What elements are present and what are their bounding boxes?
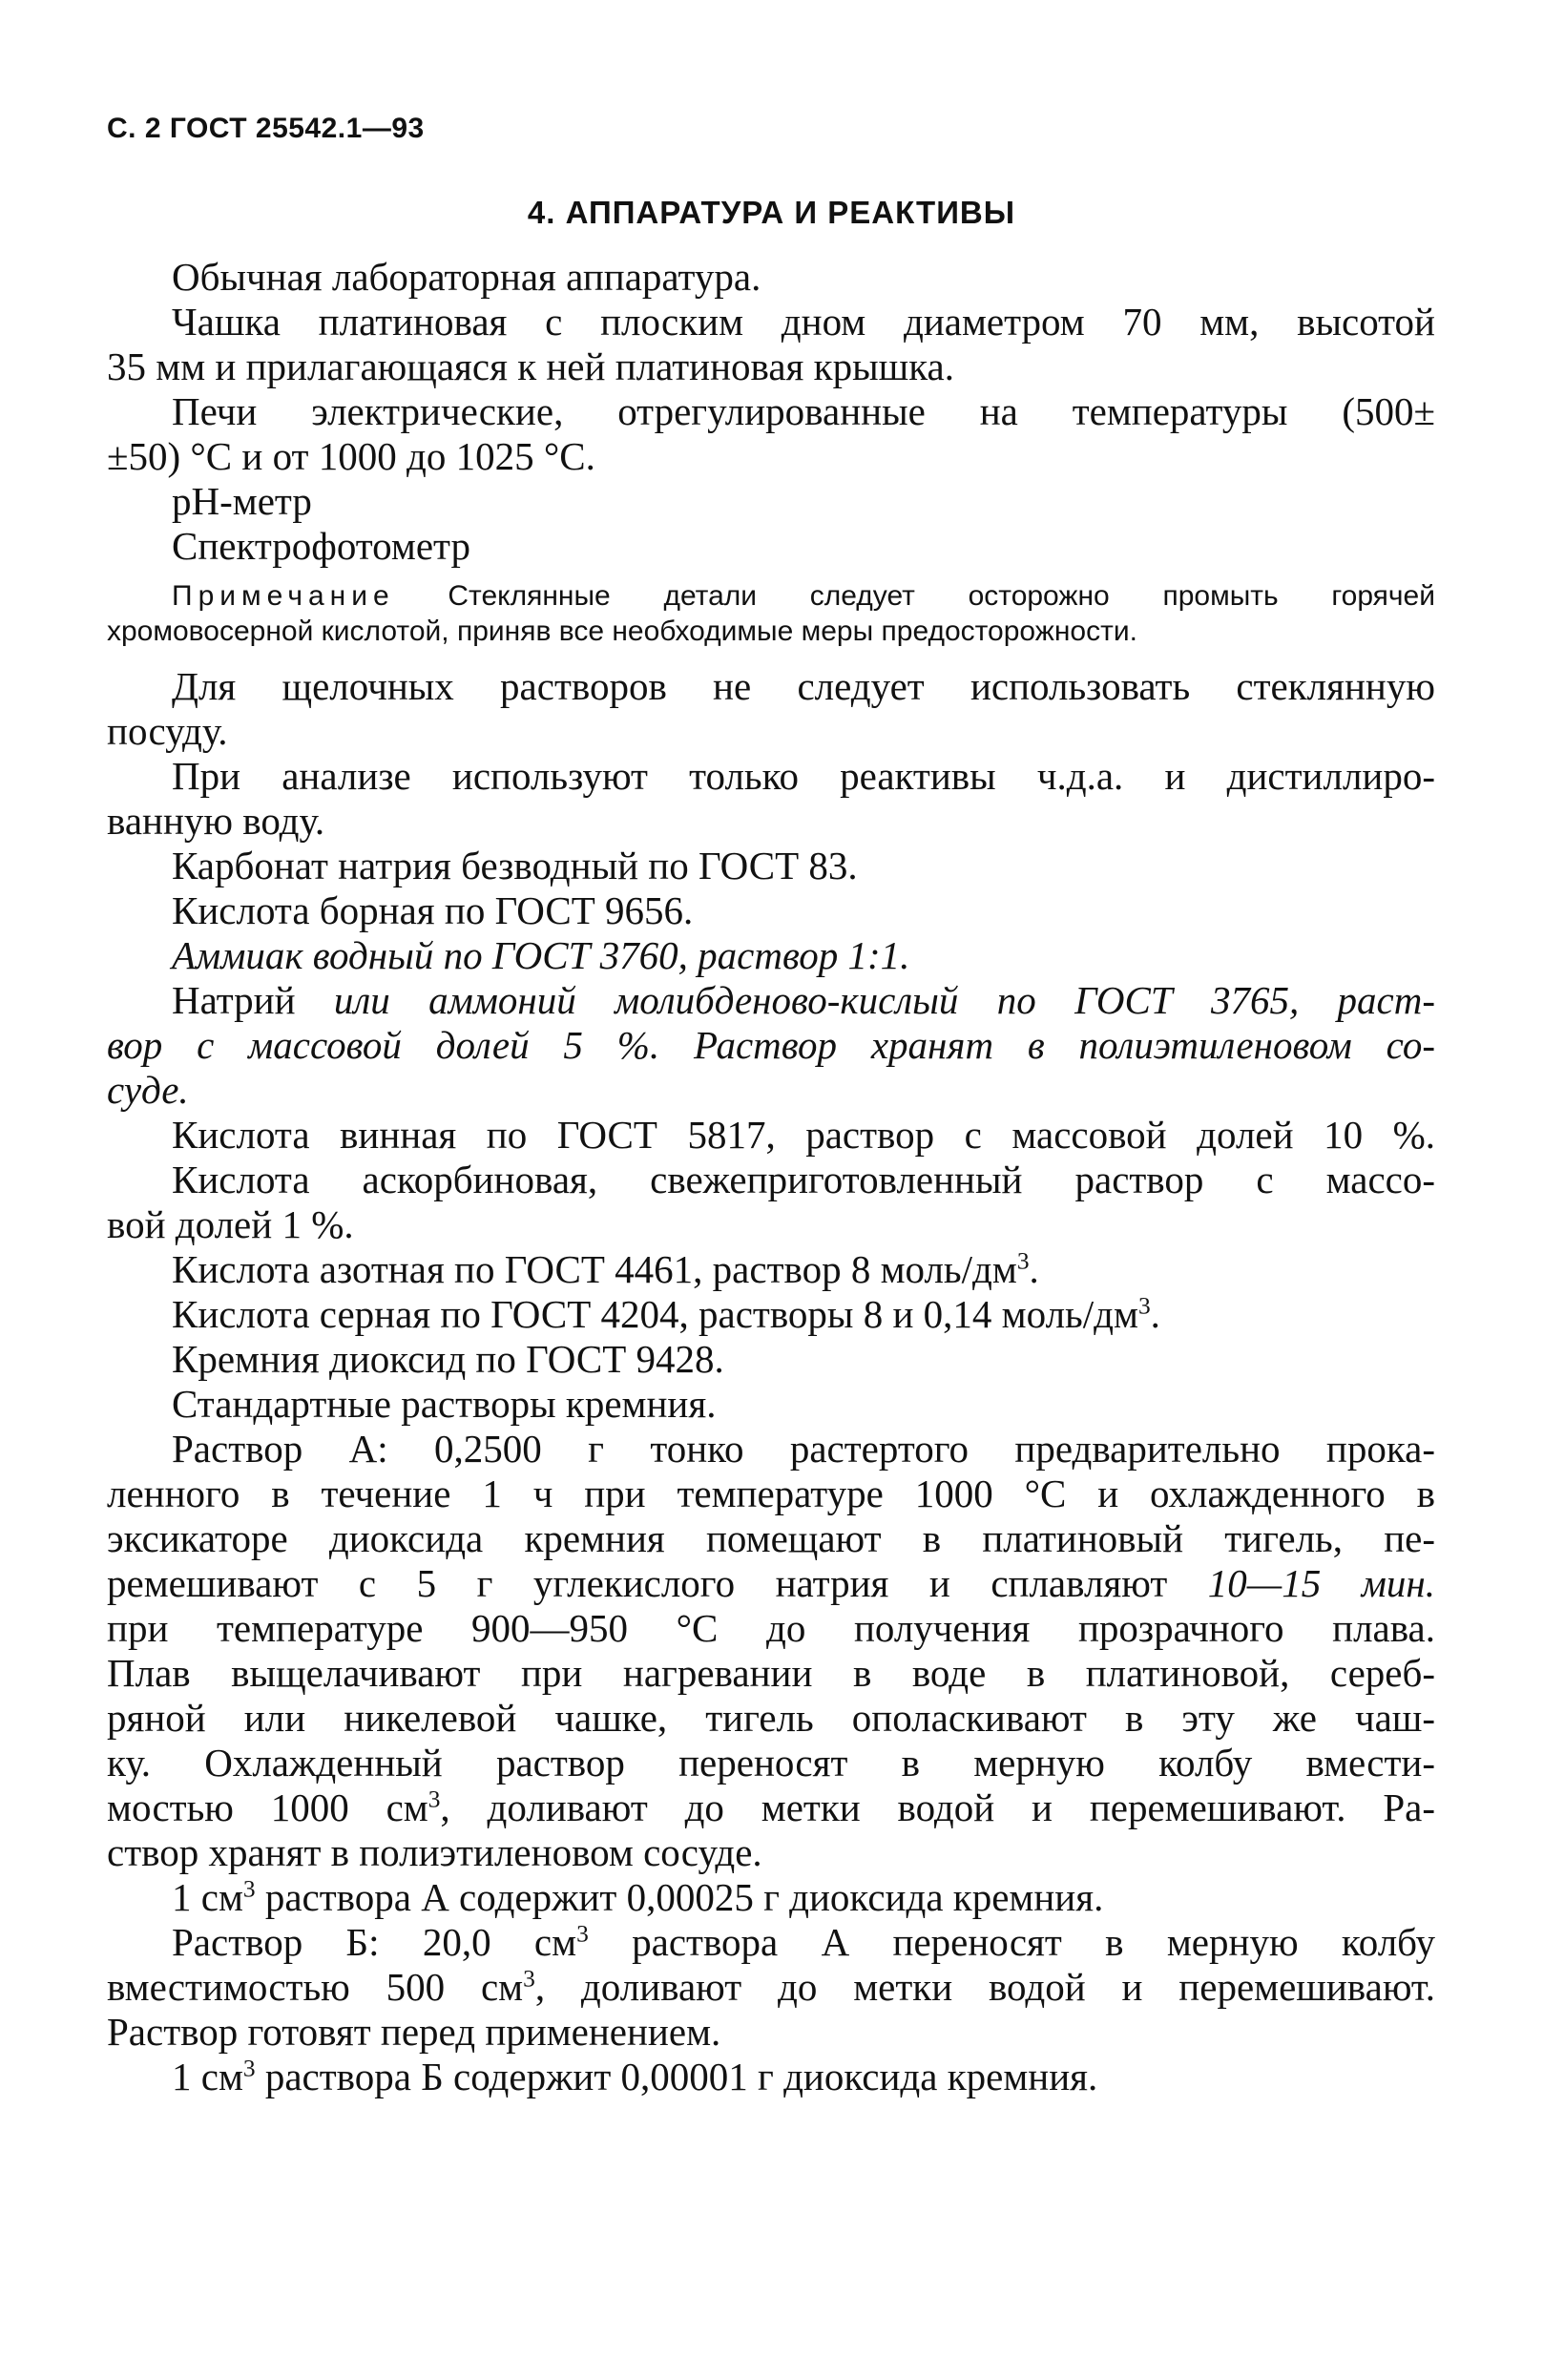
text-line: ку. Охлажденный раствор переносят в мерную колбу вмести- [107, 1741, 1435, 1785]
note-line: Примечание Стеклянные детали следует осторожно промыть горячей [172, 580, 1435, 612]
text-line: ленного в течение 1 ч при температуре 1000 °С и охлажденного в [107, 1472, 1435, 1515]
text-line: Для щелочных растворов не следует использовать стеклянную [172, 664, 1435, 708]
text-line: ±50) °С и от 1000 до 1025 °С. [107, 434, 595, 478]
text-line: 1 $см^3$ раствора А содержит 0,00025 г диоксида кремния. [172, 1875, 1104, 1919]
text-line: при температуре 900—950 °С до получения прозрачного плава. [107, 1606, 1435, 1650]
text-line: Печи электрические, отрегулированные на температуры (500± [172, 389, 1435, 433]
text-line: Карбонат натрия безводный по ГОСТ 83. [172, 844, 858, 887]
text-line: pH-метр [172, 479, 312, 523]
text-line: Раствор готовят перед применением. [107, 2010, 721, 2054]
text-line: эксикаторе диоксида кремния помещают в платиновый тигель, пе- [107, 1516, 1435, 1560]
document-body [107, 255, 1435, 2099]
page-header: С. 2 ГОСТ 25542.1—93 [107, 113, 425, 144]
text-line: 35 мм и прилагающаяся к ней платиновая крышка. [107, 344, 954, 388]
text-line: Раствор Б: 20,0 $см^3$ раствора А переносят в мерную колбу [172, 1920, 1435, 1964]
text-line: вой долей 1 %. [107, 1202, 354, 1246]
text-line: Плав выщелачивают при нагревании в воде в платиновой, сереб- [107, 1651, 1435, 1695]
text-line: створ хранят в полиэтиленовом сосуде. [107, 1830, 762, 1874]
text-line: Кислота азотная по ГОСТ 4461, раствор 8 моль/$дм^3$. [172, 1247, 1039, 1291]
note-block [107, 578, 1435, 649]
text-line: Кислота аскорбиновая, свежеприготовленный раствор с массо- [172, 1158, 1435, 1201]
text-line: вор с массовой долей 5 %. Раствор хранят в полиэтиленовом со- [107, 1023, 1435, 1067]
text-line: Кислота борная по ГОСТ 9656. [172, 888, 694, 932]
text-line: Спектрофотометр [172, 524, 470, 568]
text-line: При анализе используют только реактивы ч.д.а. и дистиллиро- [172, 754, 1435, 798]
note-label: Примечание [172, 580, 395, 612]
note-line: хромовосерной кислотой, приняв все необходимые меры предосторожности. [107, 616, 1137, 647]
text-line: Кислота серная по ГОСТ 4204, растворы 8 и 0,14 моль/$дм^3$. [172, 1292, 1160, 1336]
text-line: Чашка платиновая с плоским дном диаметром 70 мм, высотой [172, 300, 1435, 344]
text-line: мостью 1000 $см^3$, доливают до метки водой и перемешивают. Ра- [107, 1785, 1435, 1829]
text-line: ремешивают с 5 г углекислого натрия и сплавляют 10—15 мин. [107, 1561, 1435, 1605]
text-line: Обычная лабораторная аппаратура. [172, 255, 761, 299]
text-line: суде. [107, 1068, 189, 1112]
text-line: ряной или никелевой чашке, тигель ополаскивают в эту же чаш- [107, 1696, 1435, 1740]
text-line: Натрий или аммоний молибденово-кислый по ГОСТ 3765, раст- [172, 978, 1435, 1022]
text-line: Раствор А: 0,2500 г тонко растертого предварительно прока- [172, 1427, 1435, 1471]
text-line: 1 $см^3$ раствора Б содержит 0,00001 г диоксида кремния. [172, 2055, 1098, 2098]
text-line: Кислота винная по ГОСТ 5817, раствор с массовой долей 10 %. [172, 1113, 1435, 1157]
text-line: вместимостью 500 $см^3$, доливают до метки водой и перемешивают. [107, 1965, 1435, 2009]
text-line: Аммиак водный по ГОСТ 3760, раствор 1:1. [172, 933, 910, 977]
text-line: Кремния диоксид по ГОСТ 9428. [172, 1337, 724, 1381]
section-title: 4. АППАРАТУРА И РЕАКТИВЫ [527, 195, 1016, 230]
text-line: Стандартные растворы кремния. [172, 1382, 717, 1426]
text-line: посуду. [107, 709, 228, 753]
text-line: ванную воду. [107, 799, 325, 843]
